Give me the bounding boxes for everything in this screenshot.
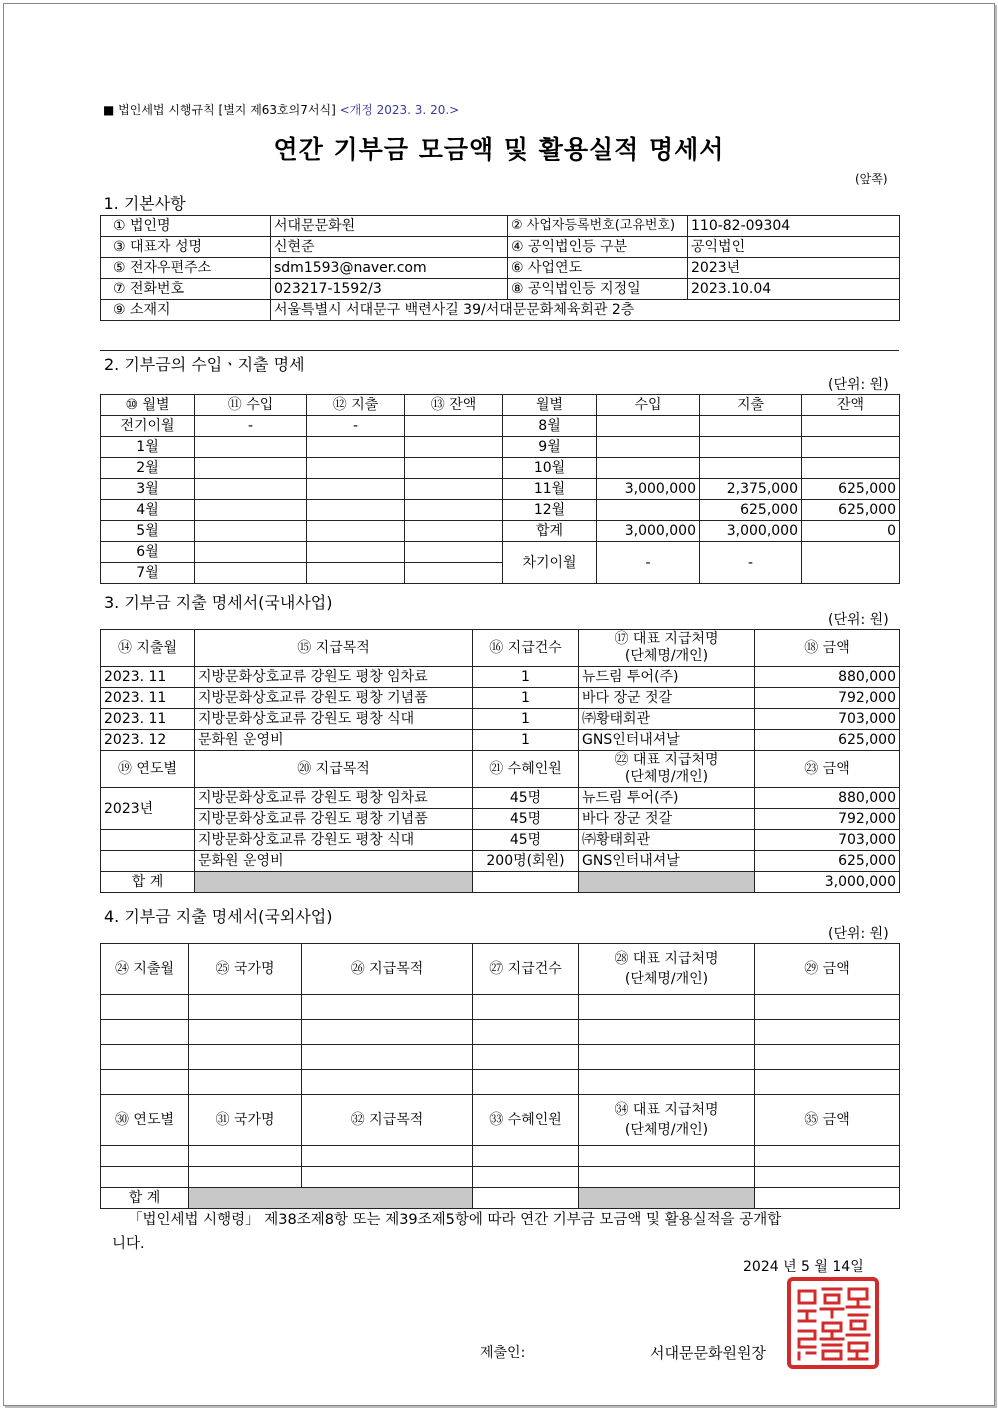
notice-line-1: 「법인세법 시행령」 제38조제8항 또는 제39조제5항에 따라 연간 기부금 모금액 및 활용실적을 공개합	[128, 1212, 782, 1228]
amount-cell: 792,000	[755, 688, 900, 709]
purpose-cell: 지방문화상호교류 강원도 평창 식대	[195, 709, 473, 730]
income-cell: 3,000,000	[597, 521, 700, 542]
domestic-header: ⑯ 지급건수	[473, 630, 579, 667]
expense-cell	[307, 542, 405, 563]
count-cell: 1	[473, 688, 579, 709]
balance-cell	[802, 416, 900, 437]
balance-cell	[405, 416, 503, 437]
expense-month-cell: 2023. 11	[101, 709, 195, 730]
domestic-header: ㉒ 대표 지급처명 (단체명/개인)	[579, 751, 755, 788]
carry-forward-label: 차기이월	[503, 542, 597, 584]
income-unit: (단위: 원)	[828, 377, 889, 393]
amount-cell: 625,000	[755, 730, 900, 751]
expense-cell: 2,375,000	[700, 479, 802, 500]
year-cell	[101, 830, 195, 851]
amount-cell: 880,000	[755, 667, 900, 688]
red-official-seal-icon	[787, 1277, 879, 1369]
balance-cell	[405, 458, 503, 479]
table-row	[101, 730, 900, 751]
expense-cell	[307, 563, 405, 584]
beneficiary-cell: 200명(회원)	[473, 851, 579, 872]
overseas-header: ㉟ 금액	[755, 1095, 900, 1146]
month-cell: 12월	[503, 500, 597, 521]
month-cell: 7월	[101, 563, 195, 584]
domestic-header: ㉑ 수혜인원	[473, 751, 579, 788]
payee-cell: GNS인터내셔날	[579, 730, 755, 751]
beneficiary-cell: 45명	[473, 830, 579, 851]
label-phone: ⑦ 전화번호	[101, 279, 271, 300]
empty-cell	[755, 1188, 900, 1209]
expense-cell	[700, 458, 802, 479]
purpose-cell: 지방문화상호교류 강원도 평창 기념품	[195, 809, 473, 830]
table-row	[101, 809, 900, 830]
total-label: 합 계	[101, 1188, 189, 1209]
domestic-header: ⑱ 금액	[755, 630, 900, 667]
balance-cell: 625,000	[802, 500, 900, 521]
income-cell	[195, 563, 307, 584]
law-reference: ■ 법인세법 시행규칙 [별지 제63호의7서식] <개정 2023. 3. 20.>	[103, 103, 460, 117]
overseas-section-title: 4. 기부금 지출 명세서(국외사업)	[104, 907, 333, 926]
domestic-header: ⑳ 지급목적	[195, 751, 473, 788]
income-cell	[195, 521, 307, 542]
purpose-cell: 지방문화상호교류 강원도 평창 임차료	[195, 667, 473, 688]
income-header: ⑬ 잔액	[405, 395, 503, 416]
amount-cell: 703,000	[755, 709, 900, 730]
value-address: 서울특별시 서대문구 백련사길 39/서대문문화체육회관 2층	[271, 300, 900, 321]
month-cell: 9월	[503, 437, 597, 458]
income-header: 지출	[700, 395, 802, 416]
beneficiary-cell: 45명	[473, 788, 579, 809]
balance-cell	[405, 437, 503, 458]
table-row	[101, 788, 900, 809]
table-row	[101, 1146, 900, 1167]
expense-cell: 625,000	[700, 500, 802, 521]
amount-cell: 625,000	[755, 851, 900, 872]
payee-cell: 바다 장군 젓갈	[579, 688, 755, 709]
table-row	[101, 709, 900, 730]
income-section-title: 2. 기부금의 수입ㆍ지출 명세	[104, 355, 305, 374]
table-row	[101, 542, 900, 563]
expense-cell	[700, 437, 802, 458]
table-row	[101, 995, 900, 1020]
basic-row	[101, 237, 900, 258]
income-cell	[597, 500, 700, 521]
page-title: 연간 기부금 모금액 및 활용실적 명세서	[273, 135, 725, 164]
expense-month-cell: 2023. 11	[101, 688, 195, 709]
table-row	[101, 1045, 900, 1070]
payee-cell: 바다 장군 젓갈	[579, 809, 755, 830]
value-phone: 023217-1592/3	[271, 279, 508, 300]
table-row	[101, 1020, 900, 1045]
balance-cell	[405, 479, 503, 500]
overseas-header: ㉞ 대표 지급처명 (단체명/개인)	[579, 1095, 755, 1146]
income-cell	[195, 542, 307, 563]
table-row	[101, 521, 900, 542]
value-designation-date: 2023.10.04	[688, 279, 900, 300]
domestic-section-title: 3. 기부금 지출 명세서(국내사업)	[104, 593, 333, 612]
label-designation-date: ⑧ 공익법인등 지정일	[508, 279, 688, 300]
basic-row	[101, 216, 900, 237]
amount-cell: 880,000	[755, 788, 900, 809]
section-divider	[100, 350, 899, 351]
table-row	[101, 1070, 900, 1095]
overseas-header: ㉝ 수혜인원	[473, 1095, 579, 1146]
total-label: 합 계	[101, 872, 195, 893]
submitter-name: 서대문문화원원장	[650, 1344, 766, 1362]
overseas-header: ㉕ 국가명	[189, 944, 302, 995]
shaded-cell	[189, 1188, 473, 1209]
submit-date: 2024 년 5 월 14일	[743, 1259, 864, 1275]
income-header: ⑫ 지출	[307, 395, 405, 416]
balance-cell	[405, 521, 503, 542]
income-cell	[195, 479, 307, 500]
basic-row	[101, 258, 900, 279]
month-cell: 8월	[503, 416, 597, 437]
income-cell: -	[195, 416, 307, 437]
label-address: ⑨ 소재지	[101, 300, 271, 321]
domestic-header: ⑰ 대표 지급처명 (단체명/개인)	[579, 630, 755, 667]
total-label-cell: 합계	[503, 521, 597, 542]
income-header: 월별	[503, 395, 597, 416]
table-row	[101, 1167, 900, 1188]
label-corp-type: ④ 공익법인등 구분	[508, 237, 688, 258]
income-cell	[597, 458, 700, 479]
table-row	[101, 688, 900, 709]
expense-month-cell: 2023. 12	[101, 730, 195, 751]
domestic-header: ⑭ 지출월	[101, 630, 195, 667]
label-corp-name: ① 법인명	[101, 216, 271, 237]
table-row	[101, 851, 900, 872]
balance-cell	[405, 563, 503, 584]
month-cell: 10월	[503, 458, 597, 479]
amount-cell: 703,000	[755, 830, 900, 851]
domestic-table	[100, 629, 900, 893]
basic-info-table	[100, 193, 900, 321]
purpose-cell: 문화원 운영비	[195, 851, 473, 872]
domestic-unit: (단위: 원)	[828, 612, 889, 628]
expense-cell	[700, 416, 802, 437]
balance-cell: 0	[802, 521, 900, 542]
payee-cell: GNS인터내셔날	[579, 851, 755, 872]
amount-cell: 792,000	[755, 809, 900, 830]
revision-note: <개정 2023. 3. 20.>	[339, 103, 460, 117]
empty-cell	[473, 872, 579, 893]
value-corp-name: 서대문문화원	[271, 216, 508, 237]
value-rep-name: 신현준	[271, 237, 508, 258]
overseas-header: ㉘ 대표 지급처명 (단체명/개인)	[579, 944, 755, 995]
expense-month-cell: 2023. 11	[101, 667, 195, 688]
purpose-cell: 지방문화상호교류 강원도 평창 기념품	[195, 688, 473, 709]
overseas-header: ㉗ 지급건수	[473, 944, 579, 995]
expense-cell	[307, 500, 405, 521]
month-cell: 1월	[101, 437, 195, 458]
income-cell	[597, 437, 700, 458]
overseas-header: ㉚ 연도별	[101, 1095, 189, 1146]
shaded-cell	[579, 1188, 755, 1209]
shaded-cell	[195, 872, 473, 893]
payee-cell: ㈜황태회관	[579, 830, 755, 851]
expense-cell	[307, 521, 405, 542]
empty-cell	[473, 1188, 579, 1209]
label-rep-name: ③ 대표자 성명	[101, 237, 271, 258]
overseas-unit: (단위: 원)	[828, 926, 889, 942]
count-cell: 1	[473, 730, 579, 751]
overseas-table	[100, 943, 900, 1209]
value-fiscal-year: 2023년	[688, 258, 900, 279]
basic-row	[101, 300, 900, 321]
month-cell: 2월	[101, 458, 195, 479]
payee-cell: 뉴드림 투어(주)	[579, 667, 755, 688]
purpose-cell: 지방문화상호교류 강원도 평창 임차료	[195, 788, 473, 809]
total-row	[101, 1188, 900, 1209]
income-header: 수입	[597, 395, 700, 416]
expense-cell	[307, 437, 405, 458]
income-cell	[195, 500, 307, 521]
month-cell: 6월	[101, 542, 195, 563]
table-row	[101, 437, 900, 458]
page-side: (앞쪽)	[855, 172, 888, 186]
balance-cell	[405, 500, 503, 521]
year-cell	[101, 851, 195, 872]
purpose-cell: 지방문화상호교류 강원도 평창 식대	[195, 830, 473, 851]
expense-cell	[307, 479, 405, 500]
overseas-header: ㉔ 지출월	[101, 944, 189, 995]
income-table	[100, 394, 900, 584]
count-cell: 1	[473, 709, 579, 730]
month-cell: 4월	[101, 500, 195, 521]
income-header: ⑪ 수입	[195, 395, 307, 416]
month-cell: 전기이월	[101, 416, 195, 437]
month-cell: 3월	[101, 479, 195, 500]
value-email: sdm1593@naver.com	[271, 258, 508, 279]
notice-line-2: 니다.	[112, 1236, 145, 1252]
table-row	[101, 500, 900, 521]
income-cell	[195, 458, 307, 479]
overseas-header: ㉛ 국가명	[189, 1095, 302, 1146]
domestic-header: ⑮ 지급목적	[195, 630, 473, 667]
shaded-cell	[579, 872, 755, 893]
month-cell: 5월	[101, 521, 195, 542]
label-biz-no: ② 사업자등록번호(고유번호)	[508, 216, 688, 237]
year-cell: 2023년	[101, 788, 195, 830]
domestic-header: ㉓ 금액	[755, 751, 900, 788]
table-row	[101, 479, 900, 500]
income-cell	[597, 416, 700, 437]
total-amount: 3,000,000	[755, 872, 900, 893]
income-cell: 3,000,000	[597, 479, 700, 500]
income-header: ⑩ 월별	[101, 395, 195, 416]
balance-cell	[405, 542, 503, 563]
basic-section-title: 1. 기본사항	[101, 193, 900, 216]
value-corp-type: 공익법인	[688, 237, 900, 258]
count-cell: 1	[473, 667, 579, 688]
balance-cell: 625,000	[802, 479, 900, 500]
balance-cell	[802, 458, 900, 479]
purpose-cell: 문화원 운영비	[195, 730, 473, 751]
table-row	[101, 830, 900, 851]
expense-cell	[307, 458, 405, 479]
expense-cell: 3,000,000	[700, 521, 802, 542]
overseas-header: ㉙ 금액	[755, 944, 900, 995]
income-header: 잔액	[802, 395, 900, 416]
month-cell: 11월	[503, 479, 597, 500]
expense-cell: -	[700, 542, 802, 584]
basic-row	[101, 279, 900, 300]
table-row	[101, 458, 900, 479]
overseas-header: ㉜ 지급목적	[302, 1095, 473, 1146]
label-email: ⑤ 전자우편주소	[101, 258, 271, 279]
payee-cell: ㈜황태회관	[579, 709, 755, 730]
income-cell: -	[597, 542, 700, 584]
beneficiary-cell: 45명	[473, 809, 579, 830]
income-cell	[195, 437, 307, 458]
overseas-header: ㉖ 지급목적	[302, 944, 473, 995]
balance-cell	[802, 542, 900, 584]
balance-cell	[802, 437, 900, 458]
label-fiscal-year: ⑥ 사업연도	[508, 258, 688, 279]
domestic-header: ⑲ 연도별	[101, 751, 195, 788]
payee-cell: 뉴드림 투어(주)	[579, 788, 755, 809]
table-row	[101, 416, 900, 437]
table-row	[101, 667, 900, 688]
expense-cell: -	[307, 416, 405, 437]
total-row	[101, 872, 900, 893]
submitter-label: 제출인:	[480, 1345, 526, 1361]
value-biz-no: 110-82-09304	[688, 216, 900, 237]
